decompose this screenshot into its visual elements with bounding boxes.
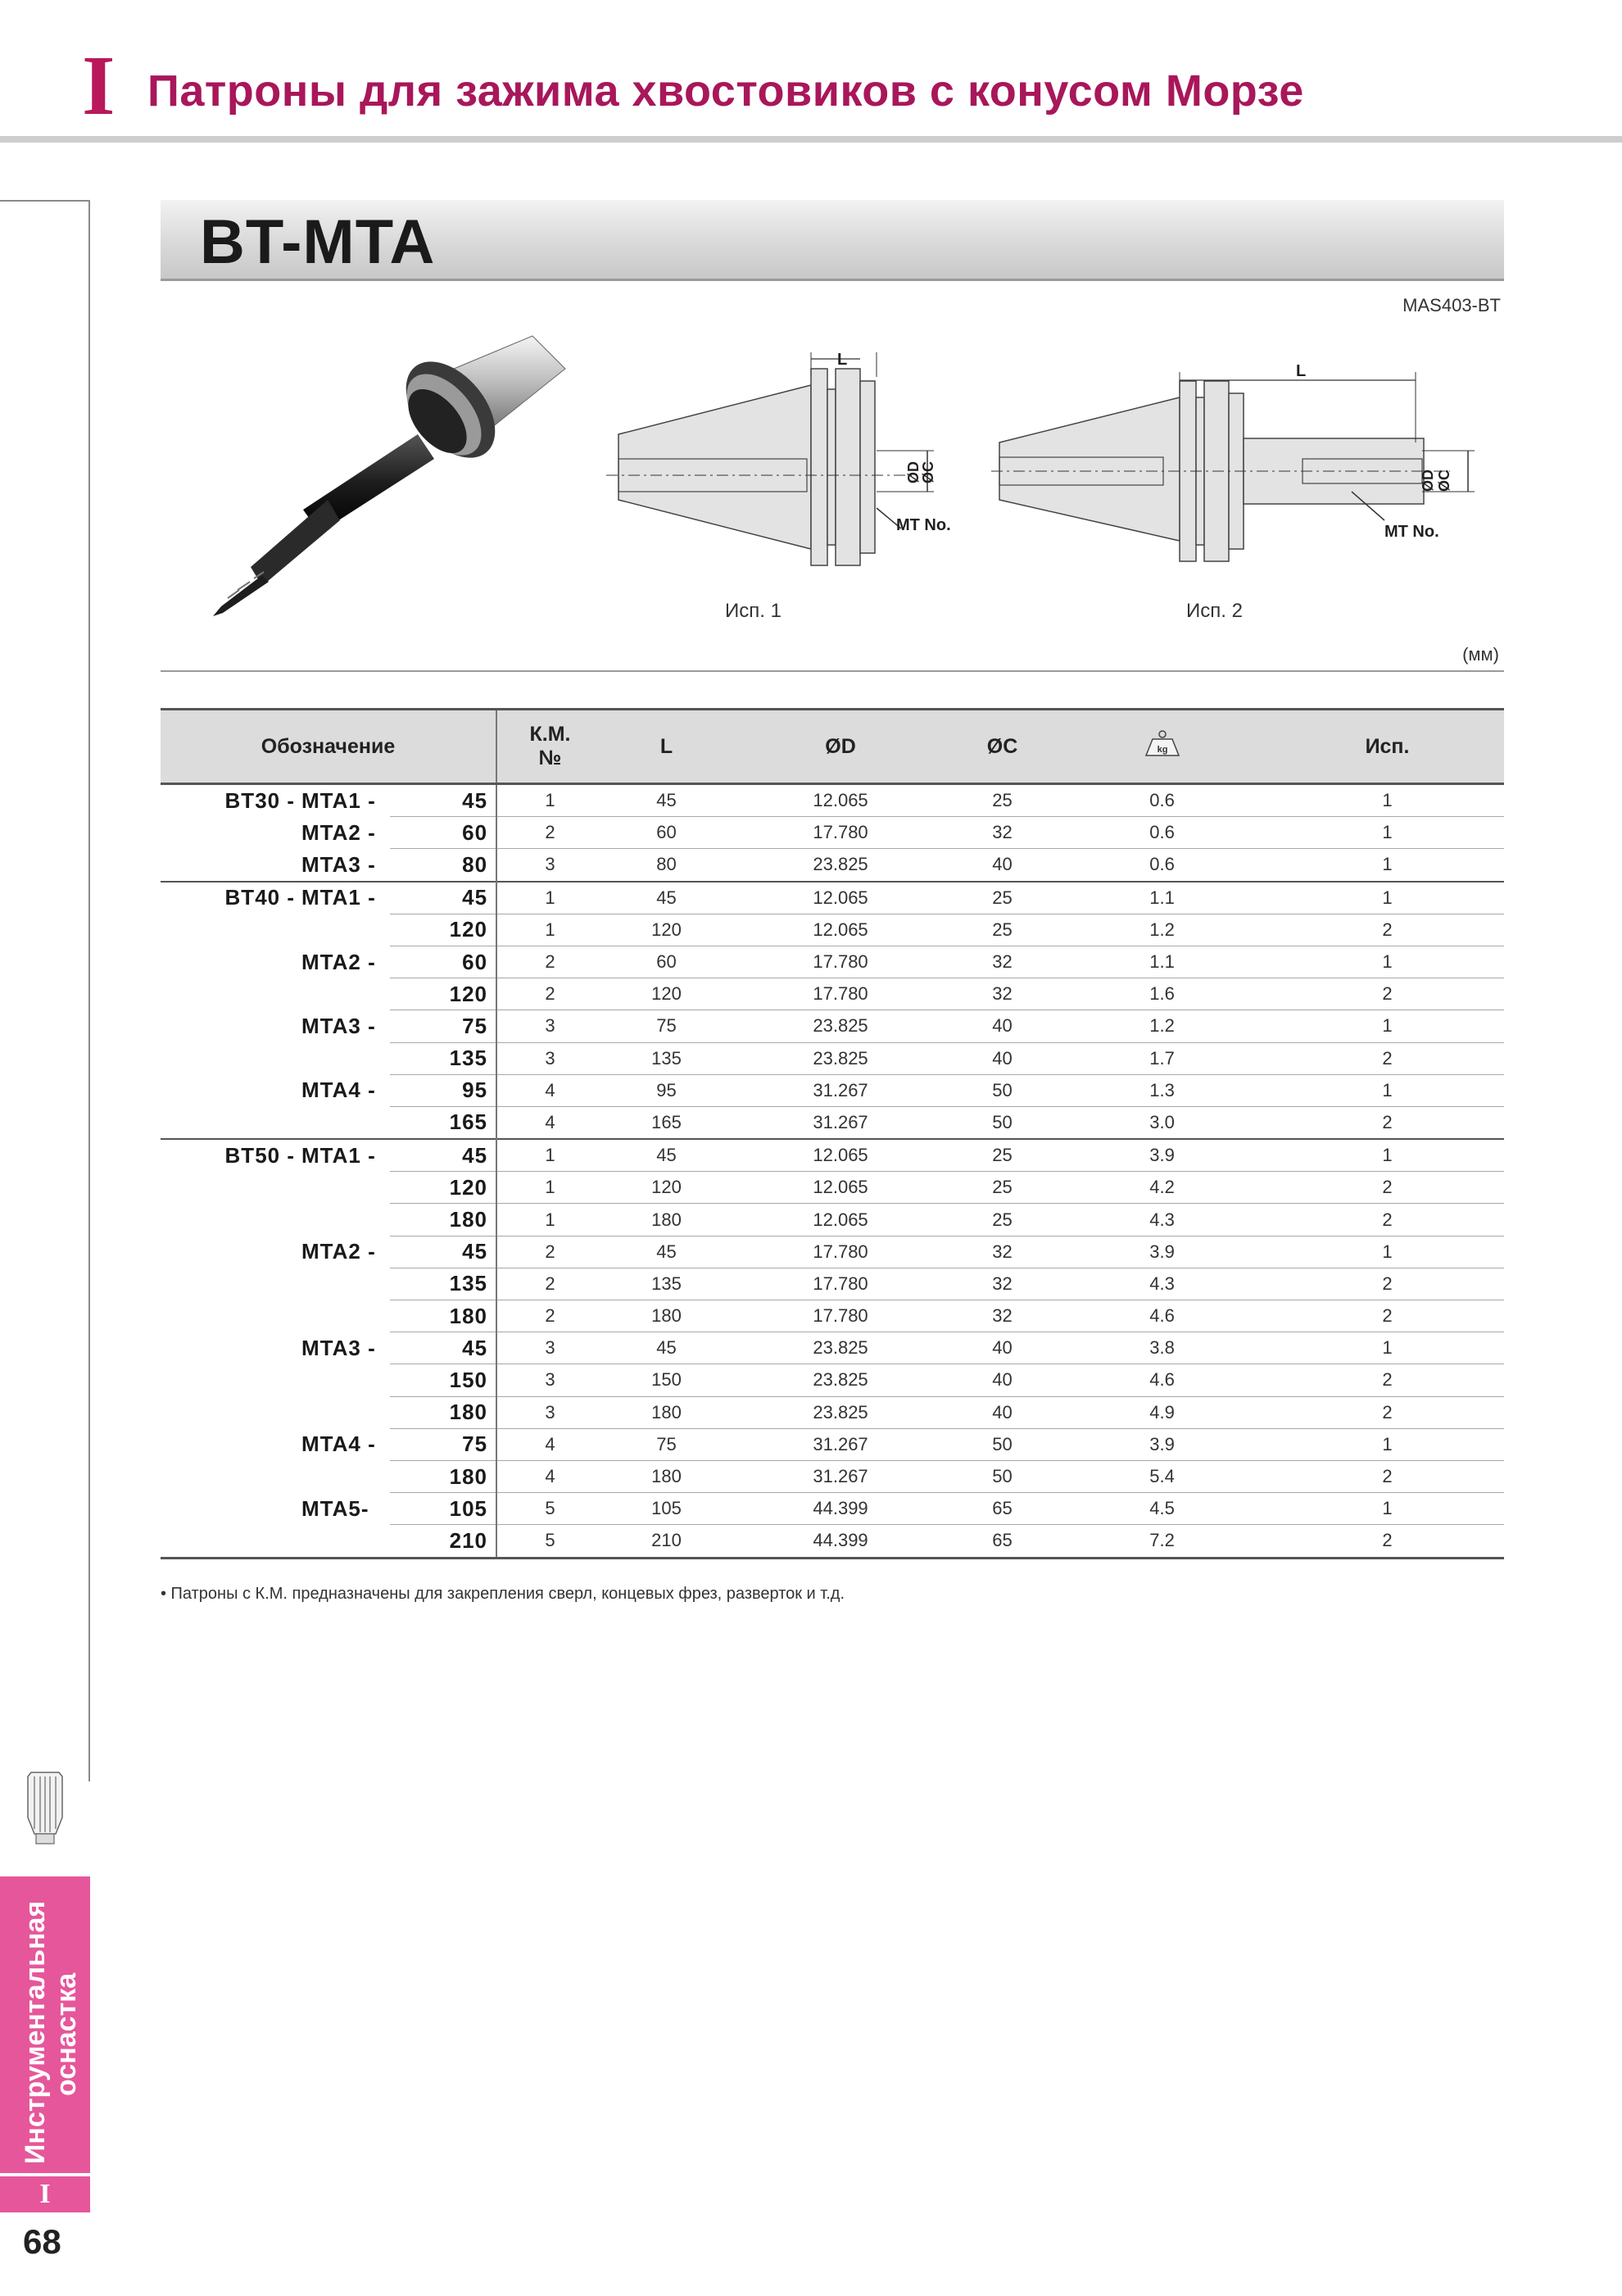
cell-C: 32	[951, 1300, 1053, 1332]
cell-mt-size: MTA5-	[301, 1495, 369, 1521]
cell-length-code: 120	[390, 978, 496, 1010]
side-tab-line1: Инструментальная	[20, 1900, 51, 2164]
cell-weight: 7.2	[1053, 1525, 1271, 1558]
cell-type: 1	[1271, 1139, 1504, 1172]
cell-type: 2	[1271, 1106, 1504, 1139]
cell-km: 2	[496, 1236, 603, 1268]
cell-weight: 1.1	[1053, 946, 1271, 978]
table-row	[161, 1428, 1504, 1460]
header-D: ØD	[730, 710, 951, 784]
cell-mt-size: MTA3 -	[301, 1013, 376, 1038]
cell-C: 25	[951, 784, 1053, 817]
cell-km: 4	[496, 1106, 603, 1139]
cell-L: 135	[603, 1042, 730, 1074]
standard-label: MAS403-BT	[1402, 295, 1501, 315]
cell-type: 2	[1271, 1525, 1504, 1558]
cell-km: 2	[496, 817, 603, 849]
cell-series	[161, 1332, 301, 1364]
cell-L: 45	[603, 1236, 730, 1268]
cell-type: 1	[1271, 784, 1504, 817]
cell-series	[161, 1525, 301, 1558]
cell-D: 12.065	[730, 914, 951, 946]
dim-L-label-2: L	[1296, 362, 1307, 380]
cell-L: 135	[603, 1268, 730, 1300]
cell-mt-size	[301, 1300, 390, 1332]
table-row	[161, 1525, 1504, 1558]
cell-weight: 1.6	[1053, 978, 1271, 1010]
cell-mt-size	[301, 1106, 390, 1139]
side-tab-mark: I	[39, 2179, 51, 2209]
cell-L: 120	[603, 1172, 730, 1204]
cell-weight: 3.8	[1053, 1332, 1271, 1364]
cell-mt-size: MTA1 -	[301, 1139, 390, 1172]
cell-length-code: 45	[390, 882, 496, 914]
cell-D: 31.267	[730, 1074, 951, 1106]
table-row	[161, 1172, 1504, 1204]
caption-type2: Исп. 2	[1186, 600, 1243, 622]
cell-km: 1	[496, 882, 603, 914]
cell-D: 44.399	[730, 1493, 951, 1525]
cell-mt-size	[301, 1396, 390, 1428]
cell-series	[161, 849, 301, 882]
product-title: BT-MTA	[200, 207, 436, 277]
cell-type: 2	[1271, 1172, 1504, 1204]
cell-km: 3	[496, 1042, 603, 1074]
table-row	[161, 882, 1504, 914]
cell-mt-size: MTA3 -	[301, 1335, 376, 1360]
cell-km: 3	[496, 1332, 603, 1364]
cell-km: 3	[496, 1010, 603, 1042]
cell-type: 1	[1271, 882, 1504, 914]
cell-mt-size: MTA1 -	[301, 882, 390, 914]
cell-weight: 1.2	[1053, 1010, 1271, 1042]
cell-length-code: 180	[390, 1396, 496, 1428]
header-km-line1: К.М.	[529, 723, 571, 746]
cell-weight: 1.1	[1053, 882, 1271, 914]
cell-L: 105	[603, 1493, 730, 1525]
cell-C: 32	[951, 1236, 1053, 1268]
cell-mt-size	[301, 1204, 390, 1236]
cell-weight: 3.9	[1053, 1236, 1271, 1268]
table-row	[161, 1364, 1504, 1396]
cell-length-code: 45	[390, 1236, 496, 1268]
cell-mt-size	[301, 1268, 390, 1300]
units-label: (мм)	[1462, 644, 1499, 665]
cell-weight: 0.6	[1053, 784, 1271, 817]
cell-type: 1	[1271, 1010, 1504, 1042]
cell-km: 3	[496, 1396, 603, 1428]
cell-mt-size	[301, 1042, 390, 1074]
cell-length-code: 45	[390, 784, 496, 817]
cell-L: 180	[603, 1204, 730, 1236]
page-title: Патроны для зажима хвостовиков с конусом Морзе	[147, 66, 1304, 116]
cell-length-code: 60	[390, 946, 496, 978]
spec-table	[161, 708, 1504, 1559]
cell-type: 2	[1271, 1396, 1504, 1428]
cell-km: 4	[496, 1428, 603, 1460]
cell-D: 23.825	[730, 1364, 951, 1396]
cell-series	[161, 1010, 301, 1042]
cell-km: 2	[496, 978, 603, 1010]
table-row	[161, 978, 1504, 1010]
cell-L: 180	[603, 1396, 730, 1428]
cell-length-code: 120	[390, 1172, 496, 1204]
dim-D-label-1: ØD	[905, 461, 922, 483]
units-divider	[161, 670, 1504, 672]
cell-km: 4	[496, 1460, 603, 1492]
cell-D: 23.825	[730, 849, 951, 882]
cell-length-code: 95	[390, 1074, 496, 1106]
cell-mt-size: MTA4 -	[301, 1078, 376, 1103]
cell-D: 23.825	[730, 1332, 951, 1364]
mt-label-1: MT No.	[896, 516, 951, 534]
cell-type: 2	[1271, 914, 1504, 946]
cell-D: 44.399	[730, 1525, 951, 1558]
cell-length-code: 180	[390, 1204, 496, 1236]
cell-C: 32	[951, 817, 1053, 849]
cell-L: 75	[603, 1428, 730, 1460]
mt-label-2: MT No.	[1384, 523, 1439, 541]
cell-length-code: 75	[390, 1010, 496, 1042]
cell-series	[161, 1268, 301, 1300]
cell-C: 40	[951, 1042, 1053, 1074]
cell-length-code: 210	[390, 1525, 496, 1558]
cell-km: 1	[496, 784, 603, 817]
cell-length-code: 45	[390, 1139, 496, 1172]
product-photo	[188, 320, 614, 623]
table-row	[161, 946, 1504, 978]
cell-D: 12.065	[730, 1172, 951, 1204]
cell-L: 165	[603, 1106, 730, 1139]
cell-type: 1	[1271, 849, 1504, 882]
table-row	[161, 817, 1504, 849]
header-weight	[1053, 710, 1271, 784]
cell-weight: 4.3	[1053, 1204, 1271, 1236]
cell-mt-size: MTA1 -	[301, 787, 376, 813]
cell-series	[161, 946, 301, 978]
cell-series: BT40 -	[161, 882, 301, 914]
cell-series	[161, 1364, 301, 1396]
header-type: Исп.	[1271, 710, 1504, 784]
cell-length-code: 75	[390, 1428, 496, 1460]
table-row	[161, 1106, 1504, 1139]
cell-length-code: 80	[390, 849, 496, 882]
cell-length-code: 180	[390, 1460, 496, 1492]
cell-mt-size	[301, 914, 390, 946]
cell-L: 45	[603, 1139, 730, 1172]
cell-weight: 0.6	[1053, 817, 1271, 849]
cell-length-code: 150	[390, 1364, 496, 1396]
cell-C: 65	[951, 1493, 1053, 1525]
cell-C: 40	[951, 1396, 1053, 1428]
cell-C: 32	[951, 978, 1053, 1010]
cell-D: 31.267	[730, 1428, 951, 1460]
table-row	[161, 1204, 1504, 1236]
cell-L: 60	[603, 817, 730, 849]
cell-series	[161, 1493, 301, 1525]
cell-weight: 1.2	[1053, 914, 1271, 946]
cell-C: 32	[951, 946, 1053, 978]
header-C: ØC	[951, 710, 1053, 784]
cell-weight: 3.0	[1053, 1106, 1271, 1139]
cell-length-code: 60	[390, 817, 496, 849]
cell-weight: 4.6	[1053, 1300, 1271, 1332]
cell-D: 17.780	[730, 978, 951, 1010]
cell-L: 150	[603, 1364, 730, 1396]
cell-series: BT50 -	[161, 1139, 301, 1172]
cell-C: 25	[951, 1172, 1053, 1204]
cell-km: 1	[496, 914, 603, 946]
cell-type: 1	[1271, 1236, 1504, 1268]
cell-type: 1	[1271, 817, 1504, 849]
side-frame-line	[88, 200, 90, 1781]
cell-length-code: 120	[390, 914, 496, 946]
footnote: • Патроны с К.М. предназначены для закрепления сверл, концевых фрез, разверток и т.д.	[161, 1585, 845, 1603]
cell-D: 12.065	[730, 1204, 951, 1236]
cell-C: 25	[951, 914, 1053, 946]
header-designation: Обозначение	[161, 710, 496, 784]
cell-C: 40	[951, 1010, 1053, 1042]
cell-length-code: 180	[390, 1300, 496, 1332]
weight-icon-text: kg	[1157, 744, 1167, 755]
cell-series	[161, 1106, 301, 1139]
cell-km: 5	[496, 1525, 603, 1558]
cell-type: 2	[1271, 978, 1504, 1010]
table-row	[161, 1300, 1504, 1332]
cell-type: 2	[1271, 1268, 1504, 1300]
cell-km: 3	[496, 1364, 603, 1396]
cell-C: 25	[951, 882, 1053, 914]
table-row	[161, 784, 1504, 817]
cell-weight: 4.5	[1053, 1493, 1271, 1525]
dim-D-label-2: ØD	[1420, 470, 1436, 492]
cell-L: 60	[603, 946, 730, 978]
cell-mt-size	[301, 1460, 390, 1492]
cell-type: 2	[1271, 1042, 1504, 1074]
cell-weight: 1.3	[1053, 1074, 1271, 1106]
cell-C: 25	[951, 1139, 1053, 1172]
cell-mt-size	[301, 1364, 390, 1396]
cell-series: BT30 -	[224, 787, 295, 813]
header-L: L	[603, 710, 730, 784]
table-row	[161, 1042, 1504, 1074]
table-row	[161, 914, 1504, 946]
table-row	[161, 1010, 1504, 1042]
cell-D: 31.267	[730, 1460, 951, 1492]
cell-C: 50	[951, 1428, 1053, 1460]
cell-C: 40	[951, 849, 1053, 882]
cell-C: 50	[951, 1074, 1053, 1106]
table-row	[161, 1268, 1504, 1300]
dim-L-label-1: L	[837, 351, 848, 369]
table-row	[161, 1332, 1504, 1364]
cell-mt-size: MTA3 -	[301, 851, 376, 877]
cell-km: 1	[496, 1172, 603, 1204]
cell-series	[161, 914, 301, 946]
cell-weight: 1.7	[1053, 1042, 1271, 1074]
cell-km: 5	[496, 1493, 603, 1525]
side-frame-top	[0, 200, 90, 202]
cell-weight: 4.3	[1053, 1268, 1271, 1300]
cell-D: 23.825	[730, 1396, 951, 1428]
cell-series	[161, 1300, 301, 1332]
cell-L: 95	[603, 1074, 730, 1106]
cell-weight: 4.6	[1053, 1364, 1271, 1396]
cell-length-code: 135	[390, 1268, 496, 1300]
cell-series	[161, 1460, 301, 1492]
cell-D: 17.780	[730, 1300, 951, 1332]
table-row	[161, 849, 1504, 882]
cell-L: 120	[603, 978, 730, 1010]
cell-km: 1	[496, 1204, 603, 1236]
cell-L: 120	[603, 914, 730, 946]
cell-series	[161, 1204, 301, 1236]
cell-C: 50	[951, 1106, 1053, 1139]
table-row	[161, 1460, 1504, 1492]
cell-C: 50	[951, 1460, 1053, 1492]
cell-weight: 3.9	[1053, 1139, 1271, 1172]
cell-mt-size: MTA2 -	[301, 949, 376, 974]
table-row	[161, 1074, 1504, 1106]
cell-D: 23.825	[730, 1010, 951, 1042]
cell-km: 3	[496, 849, 603, 882]
header-km	[496, 710, 603, 784]
side-tab-text	[3, 1881, 85, 2168]
cell-weight: 4.9	[1053, 1396, 1271, 1428]
cell-C: 40	[951, 1332, 1053, 1364]
cell-mt-size	[301, 1172, 390, 1204]
cell-L: 45	[603, 1332, 730, 1364]
cell-D: 12.065	[730, 882, 951, 914]
cell-series	[161, 1236, 301, 1268]
cell-C: 40	[951, 1364, 1053, 1396]
cell-weight: 4.2	[1053, 1172, 1271, 1204]
cell-series	[161, 1172, 301, 1204]
cell-D: 17.780	[730, 1236, 951, 1268]
cell-weight: 3.9	[1053, 1428, 1271, 1460]
cell-weight: 0.6	[1053, 849, 1271, 882]
table-row	[161, 1396, 1504, 1428]
cell-series	[161, 1042, 301, 1074]
cell-km: 2	[496, 1300, 603, 1332]
cell-C: 25	[951, 1204, 1053, 1236]
cell-km: 4	[496, 1074, 603, 1106]
drawing-type2	[991, 361, 1483, 582]
cell-L: 180	[603, 1460, 730, 1492]
section-mark: I	[82, 39, 116, 133]
cell-D: 23.825	[730, 1042, 951, 1074]
cell-type: 1	[1271, 1428, 1504, 1460]
cell-L: 45	[603, 784, 730, 817]
cell-L: 80	[603, 849, 730, 882]
cell-series	[161, 1074, 301, 1106]
caption-type1: Исп. 1	[725, 600, 782, 622]
cell-mt-size: MTA2 -	[301, 1239, 376, 1264]
cell-type: 2	[1271, 1300, 1504, 1332]
cell-D: 17.780	[730, 1268, 951, 1300]
cell-km: 2	[496, 1268, 603, 1300]
dim-C-label-1: ØC	[920, 461, 936, 483]
cell-km: 2	[496, 946, 603, 978]
dim-C-label-2: ØC	[1436, 470, 1452, 492]
table-row	[161, 1493, 1504, 1525]
side-tab-line2: оснастка	[51, 1972, 82, 2096]
cell-D: 12.065	[730, 1139, 951, 1172]
cell-series	[161, 1396, 301, 1428]
page-number: 68	[23, 2222, 61, 2261]
cell-length-code: 105	[390, 1493, 496, 1525]
cell-L: 180	[603, 1300, 730, 1332]
cell-length-code: 135	[390, 1042, 496, 1074]
cell-type: 1	[1271, 1493, 1504, 1525]
collet-icon	[25, 1768, 66, 1850]
cell-length-code: 165	[390, 1106, 496, 1139]
cell-series	[161, 978, 301, 1010]
cell-D: 12.065	[730, 784, 951, 817]
cell-weight: 5.4	[1053, 1460, 1271, 1492]
cell-D: 17.780	[730, 817, 951, 849]
cell-type: 2	[1271, 1204, 1504, 1236]
cell-mt-size	[301, 978, 390, 1010]
header-divider	[0, 136, 1622, 143]
cell-length-code: 45	[390, 1332, 496, 1364]
cell-C: 32	[951, 1268, 1053, 1300]
cell-L: 45	[603, 882, 730, 914]
cell-series	[161, 1428, 301, 1460]
cell-L: 210	[603, 1525, 730, 1558]
cell-type: 1	[1271, 1332, 1504, 1364]
cell-series	[161, 817, 301, 849]
cell-type: 1	[1271, 1074, 1504, 1106]
cell-D: 17.780	[730, 946, 951, 978]
cell-km: 1	[496, 1139, 603, 1172]
cell-mt-size: MTA4 -	[301, 1432, 376, 1457]
cell-mt-size: MTA2 -	[301, 819, 376, 845]
cell-L: 75	[603, 1010, 730, 1042]
cell-type: 2	[1271, 1364, 1504, 1396]
cell-C: 65	[951, 1525, 1053, 1558]
cell-type: 2	[1271, 1460, 1504, 1492]
cell-type: 1	[1271, 946, 1504, 978]
table-row	[161, 1236, 1504, 1268]
table-header-row	[161, 710, 1504, 784]
cell-D: 31.267	[730, 1106, 951, 1139]
weight-icon	[1143, 730, 1182, 758]
cell-mt-size	[301, 1525, 390, 1558]
table-row	[161, 1139, 1504, 1172]
header-km-line2: №	[538, 746, 562, 769]
